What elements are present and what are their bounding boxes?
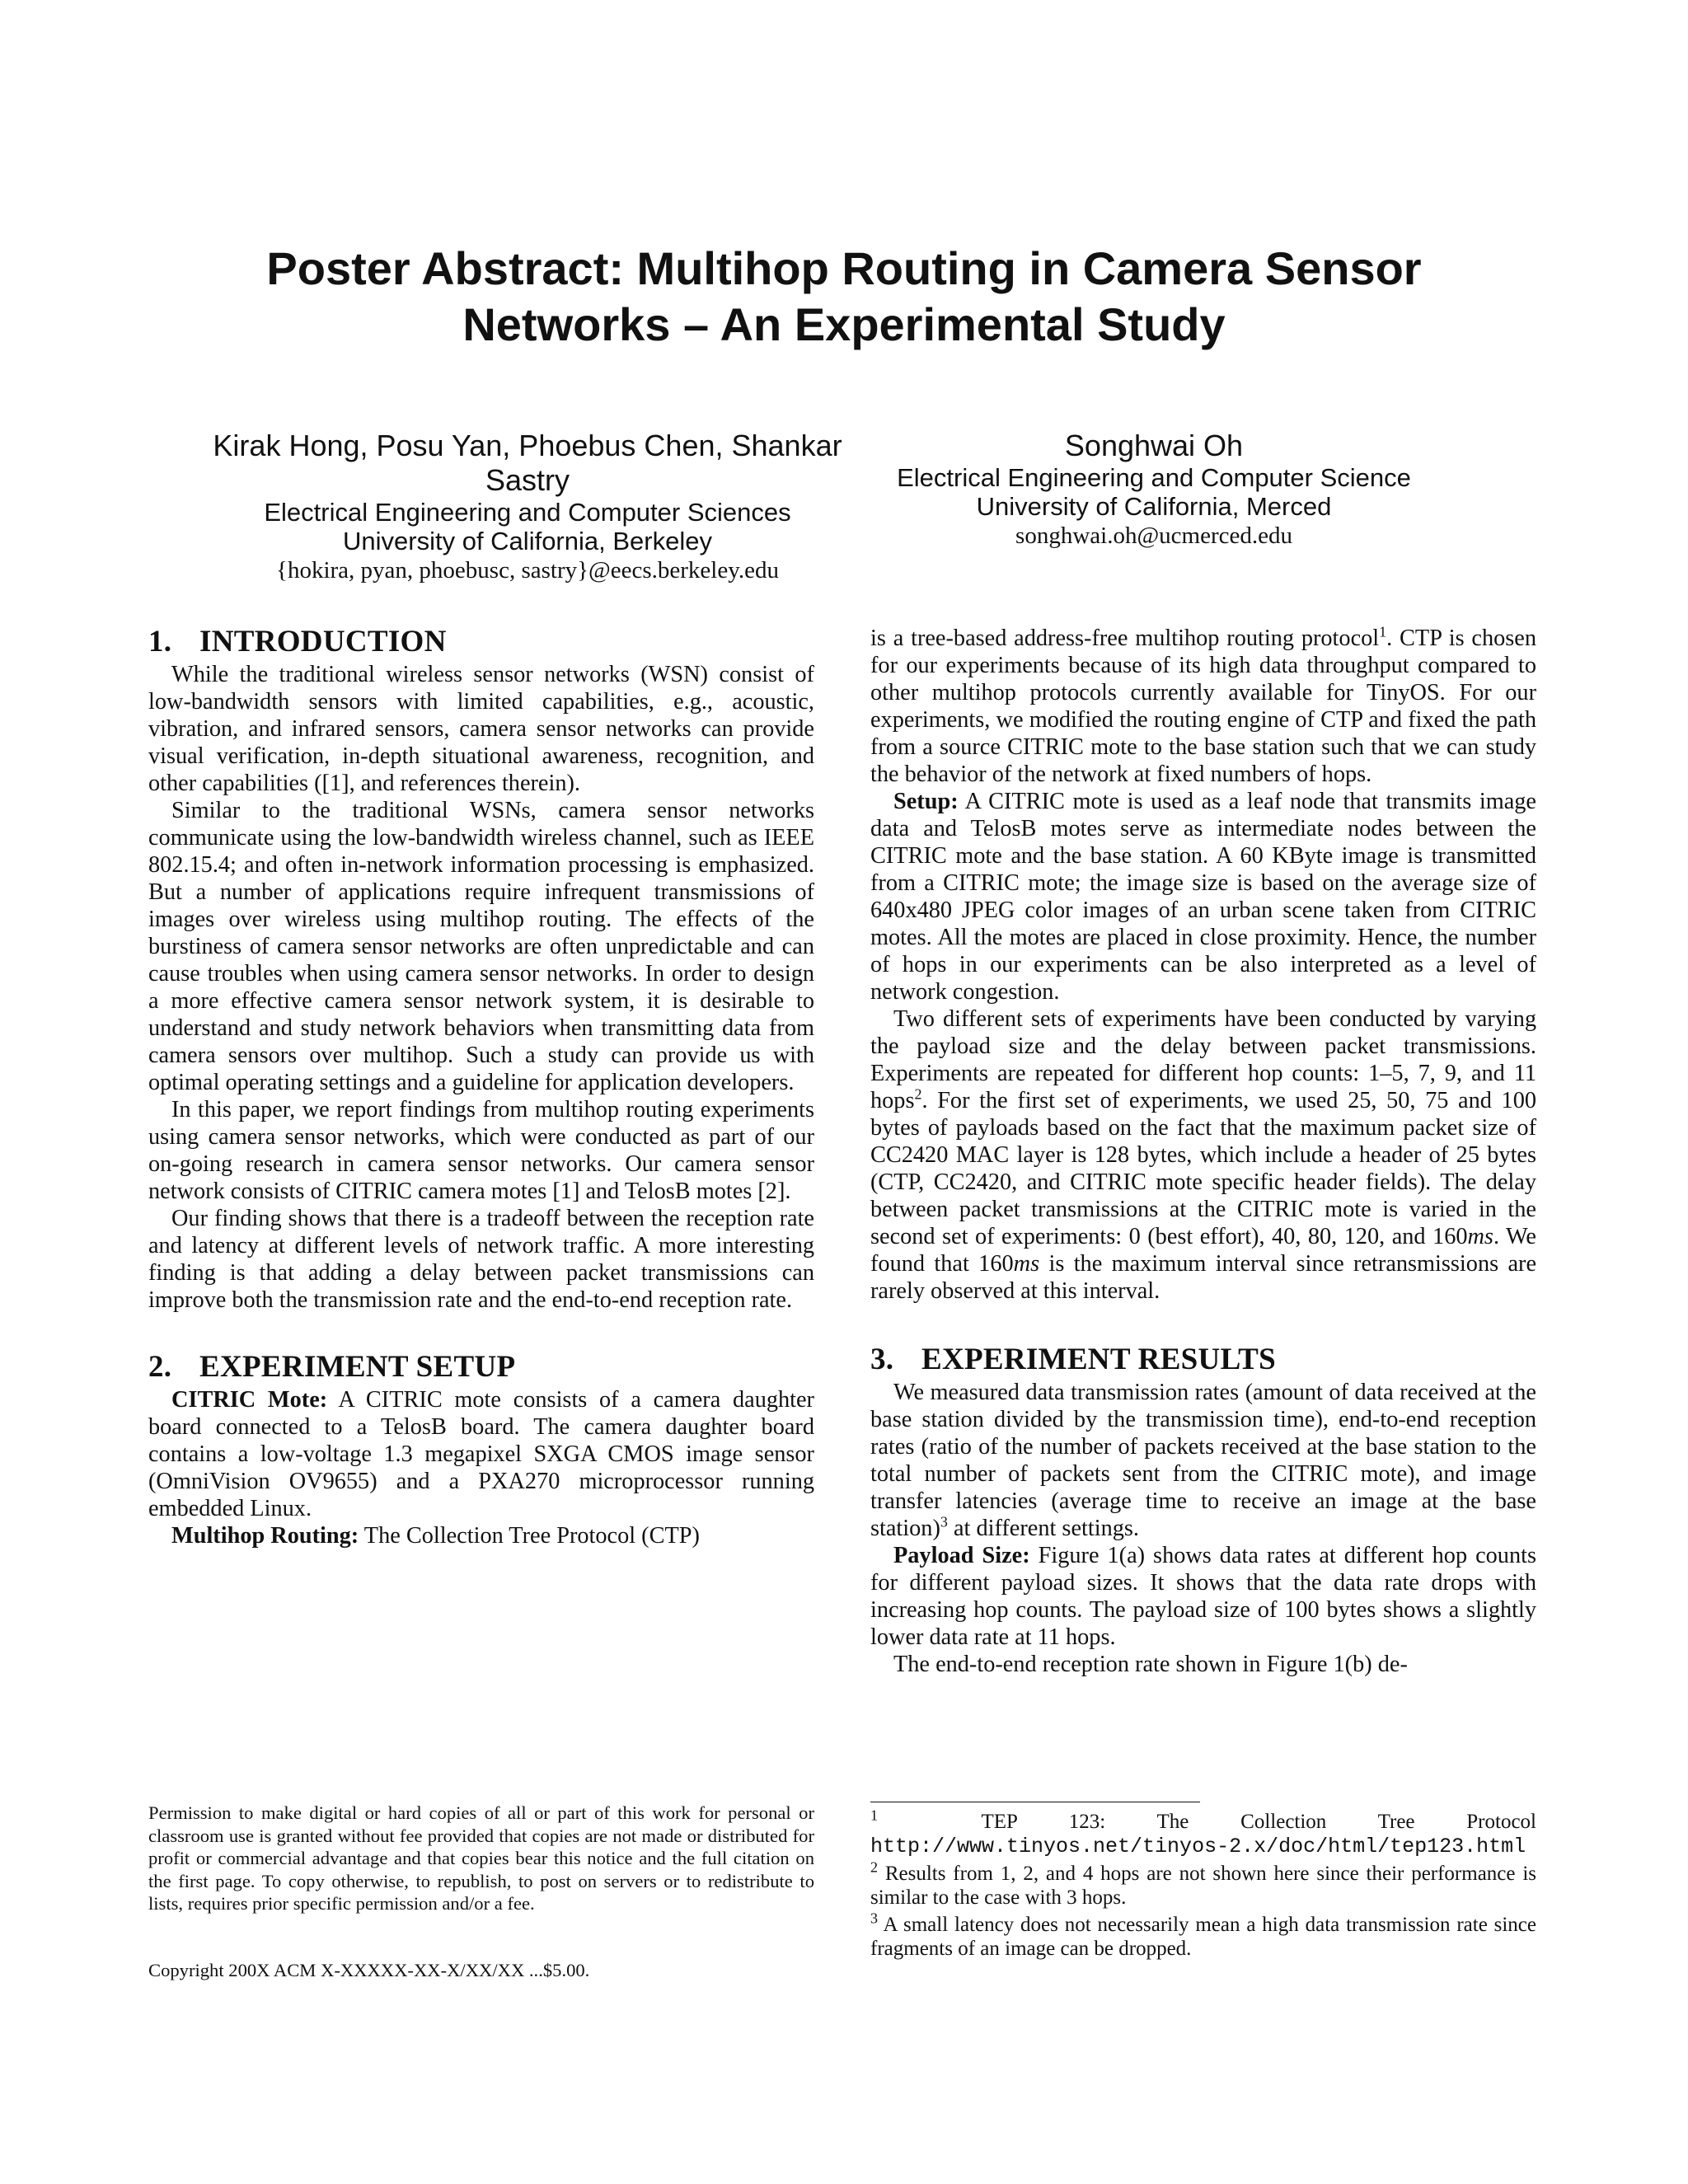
author-block-berkeley [198, 429, 857, 585]
author-department: Electrical Engineering and Computer Sciences [264, 498, 791, 527]
paragraph-text: . For the first set of experiments, we used 25, 50, 75 and 100 bytes of payloads based on the fact that the maximum packet size of CC2420 MAC layer is 128 bytes, which include a header of 25 bytes (CTP, CC2420, and CITRIC mote specific header fields). The delay between packet transmissions at the CITRIC mote is varied in the second set of experiments: 0 (best effort), 40, 80, 120, and 160 [870, 1088, 1536, 1249]
permission-notice: Permission to make digital or hard copies of all or part of this work for personal or classroom use is granted without fee provided that copies are not made or distributed for profit or commercial advantage and that copies bear this notice and the full citation on the first page. To copy otherwise, to republish, to post on servers or to redistribute to lists, requires prior specific permission and/or a fee. [148, 1802, 814, 1914]
paragraph: The end-to-end reception rate shown in Figure 1(b) de- [893, 1652, 1408, 1677]
footnote-marker: 3 [940, 1513, 948, 1530]
section-title: EXPERIMENT SETUP [199, 1350, 516, 1384]
paragraph [870, 788, 1536, 1005]
section-title: INTRODUCTION [199, 625, 447, 658]
unit-ms: ms [1013, 1251, 1040, 1277]
paragraph-text: Two different sets of experiments have been conducted by varying the payload size and the delay between packet transmissions. Experiments are repeated for different hop counts: 1–5, 7, 9, and 11 hops [870, 1006, 1536, 1113]
author-block-merced [841, 429, 1467, 551]
paragraph-text: A CITRIC mote consists of a camera daughter board connected to a TelosB board. The camera daughter board contains a low-voltage 1.3 megapixel SXGA CMOS image sensor (OmniVision OV9655) and a PXA270 microprocessor running embedded Linux. [148, 1387, 814, 1521]
paragraph-text: . We found that 160 [870, 1224, 1536, 1277]
footnote-number: 1 [870, 1807, 878, 1824]
footnote-marker: 2 [914, 1085, 922, 1103]
footnote-2 [870, 1858, 1537, 1910]
footnote-number: 3 [870, 1910, 878, 1927]
author-institution: University of California, Merced [976, 492, 1332, 521]
runin-heading: CITRIC Mote: [171, 1387, 328, 1413]
section-number: 1. [148, 625, 172, 658]
runin-heading: Payload Size: [893, 1543, 1030, 1568]
paragraph: Similar to the traditional WSNs, camera sensor networks communicate using the low-bandwidth wireless channel, such as IEEE 802.15.4; and often in-network information processing is emphasized. But a number of applications require infrequent transmissions of images over wireless using multihop routing. The effects of the burstiness of camera sensor networks are often unpredictable and can cause troubles when using camera sensor networks. In order to design a more effective camera sensor network system, it is desirable to understand and study network behaviors when transmitting data from camera sensors over multihop. Such a study can provide us with optimal operating settings and a guideline for application developers. [148, 798, 814, 1095]
paragraph-text: Figure 1(a) shows data rates at different hop counts for different payload sizes. It shows that the data rate drops with increasing hop counts. The payload size of 100 bytes shows a slightly lower data rate at 11 hops. [870, 1543, 1536, 1650]
author-email[interactable]: songhwai.oh@ucmerced.edu [1015, 523, 1292, 549]
paragraph-text: A CITRIC mote is used as a leaf node that transmits image data and TelosB motes serve as intermediate nodes between the CITRIC mote and the base station. A 60 KByte image is transmitted from a CITRIC mote; the image size is based on the average size of 640x480 JPEG color images of an urban scene taken from CITRIC motes. All the motes are placed in close proximity. Hence, the number of hops in our experiments can be also interpreted as a level of network congestion. [870, 789, 1536, 1005]
footnote-text: TEP 123: The Collection Tree Protocol [981, 1811, 1536, 1833]
section-heading-introduction [148, 625, 814, 659]
section-heading-experiment-setup [148, 1350, 814, 1385]
section-heading-experiment-results [870, 1343, 1536, 1377]
author-names: Songhwai Oh [1064, 429, 1244, 462]
runin-heading: Multihop Routing: [171, 1523, 359, 1549]
runin-heading: Setup: [893, 789, 959, 814]
footnote-text: Results from 1, 2, and 4 hops are not shown here since their performance is similar to the case with 3 hops. [870, 1863, 1537, 1909]
paper-title: Poster Abstract: Multihop Routing in Camera Sensor Networks – An Experimental Study [266, 242, 1422, 350]
footnote-number: 2 [870, 1858, 878, 1876]
paragraph-text: . CTP is chosen for our experiments because of its high data throughput compared to other multihop protocols currently available for TinyOS. For our experiments, we modified the routing engine of CTP and fixed the path from a source CITRIC mote to the base station such that we can study the behavior of the network at fixed numbers of hops. [870, 626, 1536, 787]
paragraph: Our finding shows that there is a tradeoff between the reception rate and latency at different levels of network traffic. A more interesting finding is that adding a delay between packet transmissions can improve both the transmission rate and the end-to-end reception rate. [148, 1206, 814, 1313]
right-column [870, 625, 1536, 1678]
paragraph: While the traditional wireless sensor networks (WSN) consist of low-bandwidth sensors with limited capabilities, e.g., acoustic, vibration, and infrared sensors, camera sensor networks can provide visual verification, in-depth situational awareness, recognition, and other capabilities ([1], and references therein). [148, 662, 814, 796]
section-number: 3. [870, 1343, 894, 1376]
paragraph-text: is the maximum interval since retransmissions are rarely observed at this interval. [870, 1251, 1537, 1304]
paragraph [870, 1005, 1536, 1305]
copyright-notice: Copyright 200X ACM X-XXXXX-XX-X/XX/XX ...$5.00. [148, 1960, 590, 1980]
paragraph: In this paper, we report findings from multihop routing experiments using camera sensor networks, which were conducted as part of our on-going research in camera sensor networks. Our camera sensor network consists of CITRIC camera motes [1] and TelosB motes [2]. [148, 1097, 814, 1204]
footnote-marker: 1 [1379, 623, 1387, 640]
author-email[interactable]: {hokira, pyan, phoebusc, sastry}@eecs.berkeley.edu [276, 557, 779, 583]
section-number: 2. [148, 1350, 172, 1384]
paragraph-text: at different settings. [947, 1516, 1139, 1541]
paragraph [870, 1542, 1536, 1651]
paragraph-text: We measured data transmission rates (amount of data received at the base station divided by the transmission time), end-to-end reception rates (ratio of the number of packets received at the base station to the total number of packets sent from the CITRIC mote), and image transfer latencies (average time to receive an image at the base station) [870, 1380, 1536, 1541]
paragraph [870, 1379, 1536, 1542]
paragraph-text: The Collection Tree Protocol (CTP) [363, 1523, 700, 1549]
author-department: Electrical Engineering and Computer Science [897, 463, 1411, 492]
footnote-1 [870, 1807, 1536, 1858]
left-column [148, 625, 814, 1549]
section-title: EXPERIMENT RESULTS [921, 1343, 1277, 1376]
paragraph-text: is a tree-based address-free multihop routing protocol [870, 626, 1380, 651]
author-institution: University of California, Berkeley [343, 527, 712, 555]
author-names: Kirak Hong, Posu Yan, Phoebus Chen, Shankar Sastry [213, 429, 842, 497]
footnotes [870, 1807, 1537, 1964]
unit-ms: ms [1467, 1224, 1493, 1249]
paragraph [148, 1386, 814, 1522]
paragraph [870, 625, 1536, 788]
paragraph [148, 1522, 814, 1549]
footnote-3 [870, 1910, 1536, 1961]
footnote-link[interactable]: http://www.tinyos.net/tinyos-2.x/doc/html/tep123.html [870, 1835, 1526, 1858]
footnote-text: A small latency does not necessarily mean a high data transmission rate since fragments of an image can be dropped. [870, 1914, 1536, 1960]
